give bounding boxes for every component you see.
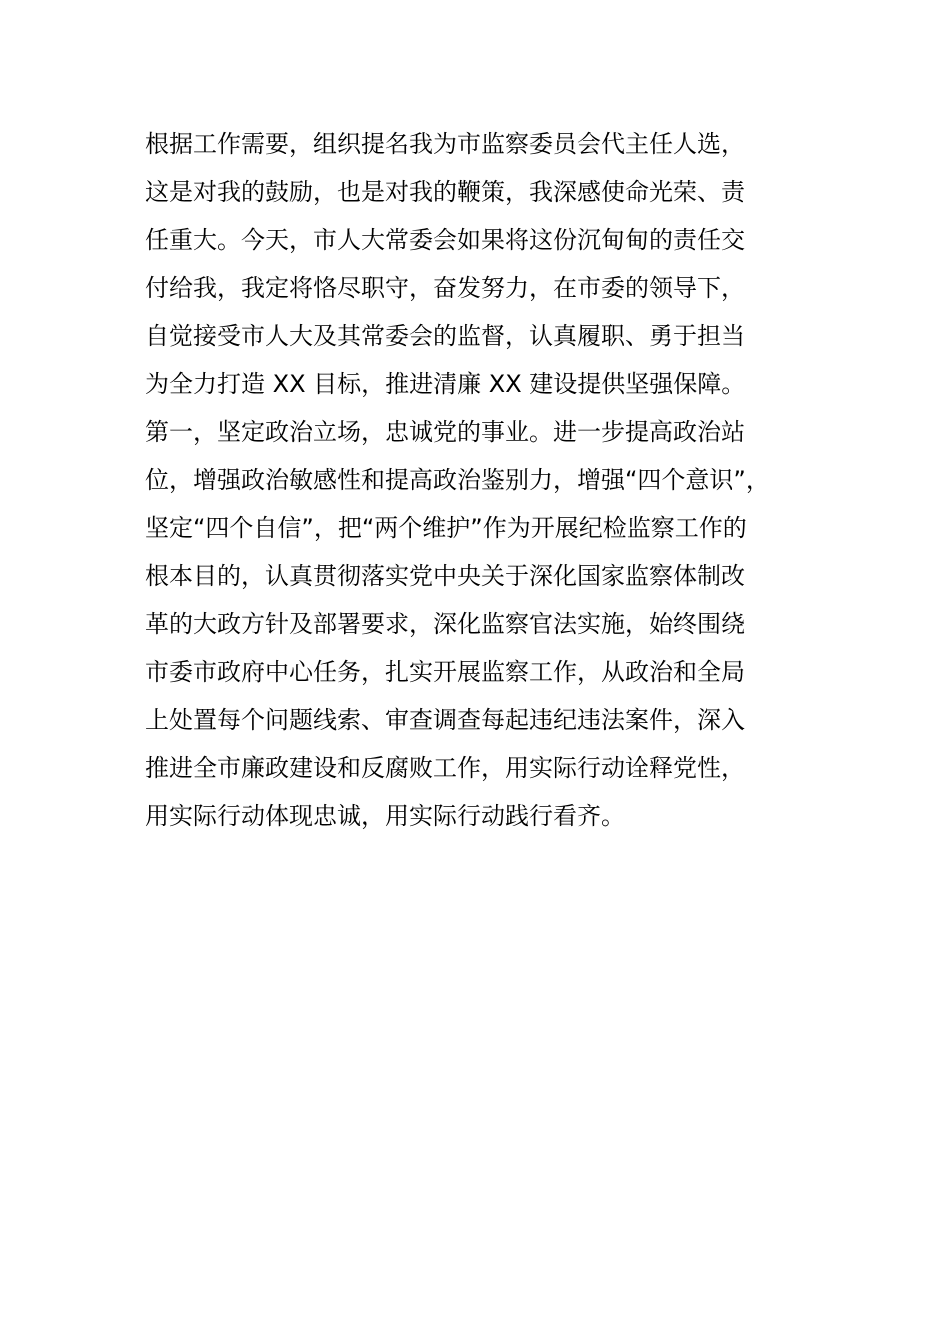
- text-line: 任重大。今天，市人大常委会如果将这份沉甸甸的责任交: [145, 226, 745, 254]
- body-text: [145, 120, 845, 840]
- text-line: 推进全市廉政建设和反腐败工作，用实际行动诠释党性，: [145, 754, 745, 782]
- text-line: 革的大政方针及部署要求，深化监察官法实施，始终围绕: [145, 610, 745, 638]
- text-line: 第一，坚定政治立场，忠诚党的事业。进一步提高政治站: [145, 418, 745, 446]
- text-line: 为全力打造 XX 目标，推进清廉 XX 建设提供坚强保障。: [145, 370, 746, 398]
- text-line: 付给我，我定将恪尽职守，奋发努力，在市委的领导下，: [145, 274, 745, 302]
- text-line: 坚定“四个自信”，把“两个维护”作为开展纪检监察工作的: [145, 514, 747, 542]
- text-line: 自觉接受市人大及其常委会的监督，认真履职、勇于担当: [145, 322, 745, 350]
- text-line: 上处置每个问题线索、审查调查每起违纪违法案件，深入: [145, 706, 745, 734]
- text-line: 用实际行动体现忠诚，用实际行动践行看齐。: [145, 802, 625, 830]
- text-line: 根本目的，认真贯彻落实党中央关于深化国家监察体制改: [145, 562, 745, 590]
- text-line: 根据工作需要，组织提名我为市监察委员会代主任人选，: [145, 130, 745, 158]
- text-line: 这是对我的鼓励，也是对我的鞭策，我深感使命光荣、责: [145, 178, 745, 206]
- text-line: 市委市政府中心任务，扎实开展监察工作，从政治和全局: [145, 658, 745, 686]
- text-line: 位，增强政治敏感性和提高政治鉴别力，增强“四个意识”，: [145, 466, 770, 494]
